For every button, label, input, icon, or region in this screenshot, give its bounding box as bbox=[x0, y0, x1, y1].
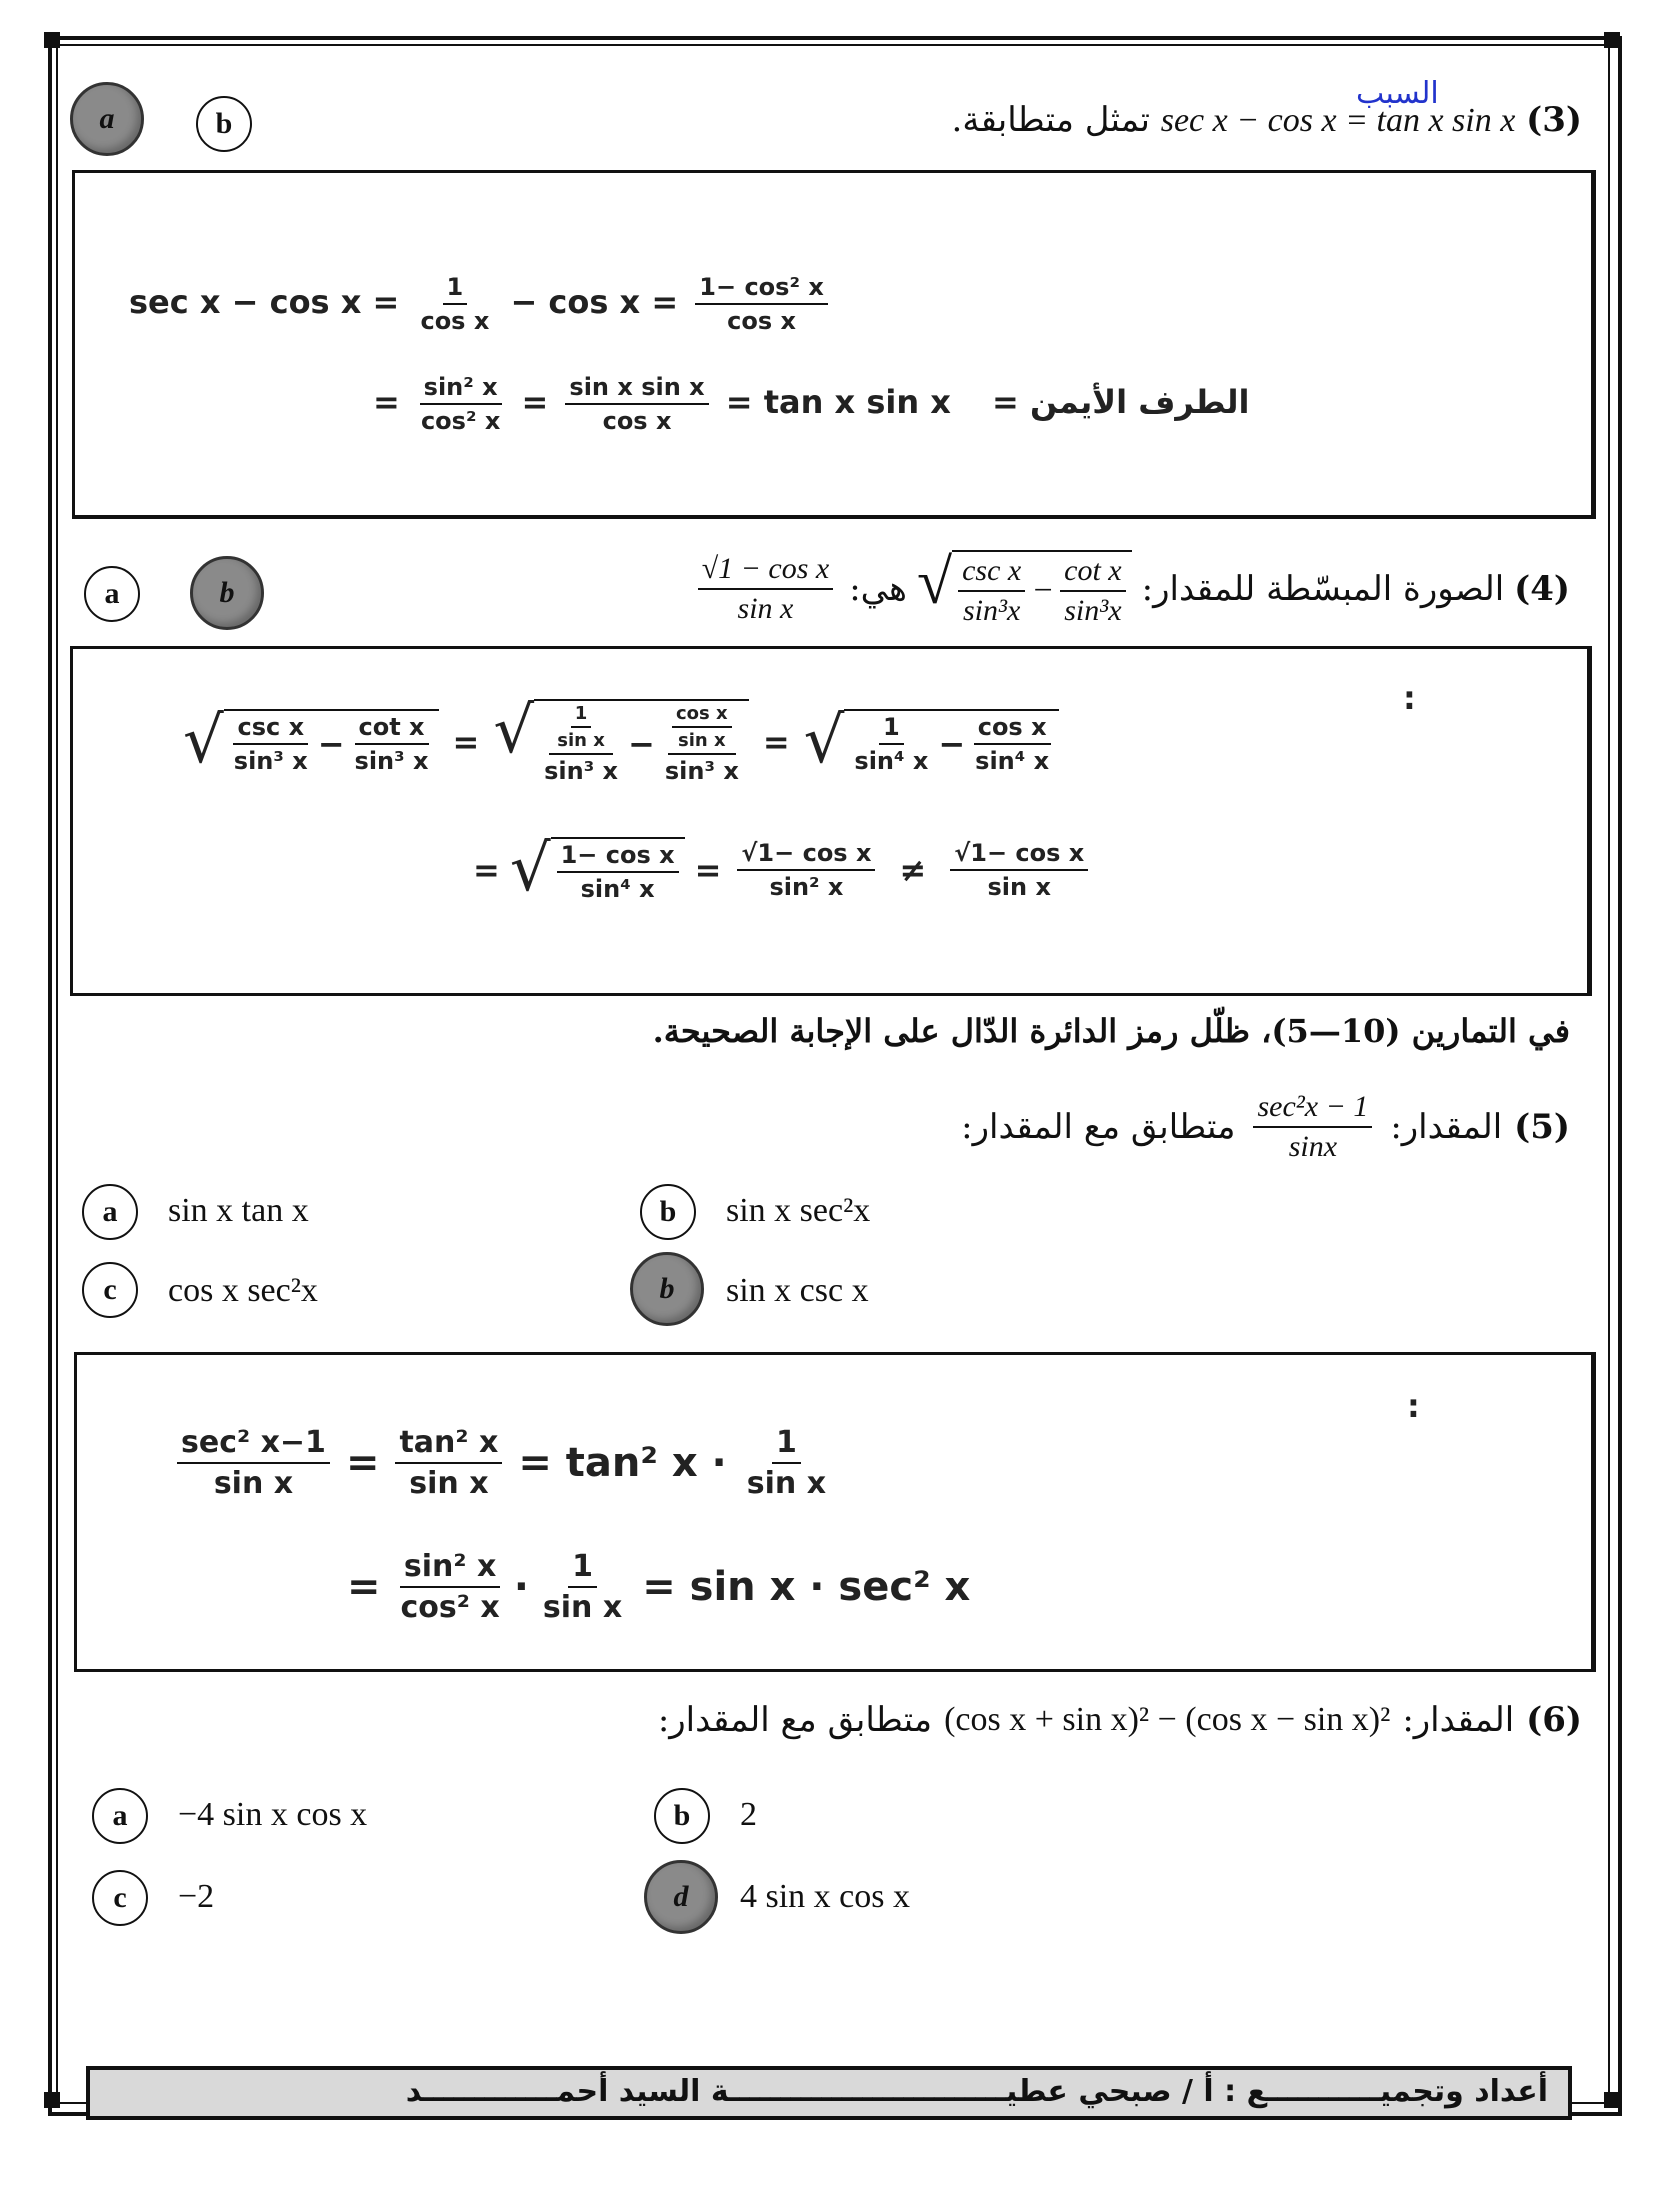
q3-solution-line1: sec x − cos x = $\frac{1}{\text{cos x}}$ − cos x = $\frac{\text{1− cos² x}}{\text{cos x}}$ bbox=[129, 273, 834, 335]
q5-number: (5) bbox=[1514, 1107, 1570, 1147]
q4-expression: √ $\frac{\text{csc x}}{\text{sin³x}}$ − $\frac{\text{cot x}}{\text{sin³x}}$ bbox=[917, 550, 1132, 628]
q5-option-a[interactable]: a bbox=[82, 1184, 138, 1240]
q4-solution-line1: √ $\frac{\text{csc x}}{\text{sin³ x}}$ − $\frac{\text{cot x}}{\text{sin³ x}}$ = √ $\frac{\frac{1}{\text{sin x}}}{\text{sin³ x}}$ − $\frac{\frac{\text{cos x}}{\text{sin x}}}{\text{sin³ x}}$ = √ $\frac{1}{\text{sin⁴ x}}$ − $\frac{\text{cos x}}{\text{sin⁴ x}}$ bbox=[183, 699, 1059, 785]
q5-expression: $\frac{\text{sec²x − 1}}{\sin x}$ bbox=[1253, 1090, 1372, 1164]
q5-option-c-text: cos x sec²x bbox=[168, 1272, 318, 1309]
q6-option-c-text: −2 bbox=[178, 1878, 215, 1915]
q5-solution-box bbox=[74, 1352, 1596, 1672]
q4-question bbox=[692, 546, 1570, 628]
q4-solution-line2: = √ $\frac{\text{1− cos x}}{\text{sin⁴ x}}$ = $\frac{\text{√1− cos x}}{\text{sin² x}}$ ≠ $\frac{\text{√1− cos x}}{\text{sin x}}$ bbox=[473, 837, 1094, 903]
q6-option-a-text: −4 sin x cos x bbox=[178, 1796, 368, 1833]
corner-ornament bbox=[1604, 2092, 1620, 2108]
corner-ornament bbox=[44, 2092, 60, 2108]
q6-tail: متطابق مع المقدار: bbox=[657, 1700, 933, 1740]
q6-option-b[interactable]: b bbox=[654, 1788, 710, 1844]
q4-solution-box bbox=[70, 646, 1592, 996]
q5-option-d-text: sin x csc x bbox=[726, 1272, 869, 1309]
q3-option-a[interactable]: a bbox=[70, 82, 144, 156]
corner-ornament bbox=[1604, 32, 1620, 48]
footer-bar bbox=[86, 2066, 1572, 2120]
q5-solution-line1: $\frac{\text{sec² x−1}}{\text{sin x}}$ = $\frac{\text{tan² x}}{\text{sin x}}$ = tan² x · $\frac{1}{\text{sin x}}$ bbox=[171, 1425, 836, 1501]
exercise-instruction: في التمارين (10—5)، ظلّل رمز الدائرة الدّال على الإجابة الصحيحة. bbox=[652, 1012, 1570, 1050]
q3-question bbox=[952, 100, 1582, 140]
q6-question bbox=[658, 1700, 1582, 1740]
q3-annotation: السبب bbox=[1356, 76, 1439, 111]
q6-number: (6) bbox=[1526, 1700, 1582, 1740]
q3-number: (3) bbox=[1526, 100, 1582, 140]
q5-option-c[interactable]: c bbox=[82, 1262, 138, 1318]
q3-statement-math: sec x − cos x = tan x sin x bbox=[1160, 102, 1516, 139]
q4-is-text: هي: bbox=[849, 569, 907, 609]
corner-ornament bbox=[44, 32, 60, 48]
q6-label: المقدار: bbox=[1402, 1700, 1515, 1740]
q6-option-b-text: 2 bbox=[740, 1796, 757, 1833]
q4-option-a[interactable]: a bbox=[84, 566, 140, 622]
q5-label: المقدار: bbox=[1390, 1107, 1503, 1147]
q4-number: (4) bbox=[1514, 569, 1570, 609]
q4-statement-text: الصورة المبسّطة للمقدار: bbox=[1141, 569, 1505, 609]
q6-option-a[interactable]: a bbox=[92, 1788, 148, 1844]
q5-question bbox=[961, 1090, 1570, 1164]
q5-solution-line2: = $\frac{\text{sin² x}}{\text{cos² x}}$ · $\frac{1}{\text{sin x}}$ = sin x · sec² x bbox=[347, 1549, 971, 1625]
q5-option-a-text: sin x tan x bbox=[168, 1192, 309, 1229]
q5-option-b[interactable]: b bbox=[640, 1184, 696, 1240]
q3-statement-text: تمثل متطابقة. bbox=[951, 100, 1150, 140]
colon-mark: : bbox=[1403, 679, 1416, 717]
q3-solution-box bbox=[72, 170, 1596, 519]
q3-solution-line2: = $\frac{\text{sin² x}}{\text{cos² x}}$ = $\frac{\text{sin x sin x}}{\text{cos x}}$ = tan x sin x الطرف الأيمن = bbox=[373, 373, 1250, 435]
q3-option-b[interactable]: b bbox=[196, 96, 252, 152]
q6-option-c[interactable]: c bbox=[92, 1870, 148, 1926]
q6-option-d[interactable]: d bbox=[644, 1860, 718, 1934]
q4-option-b[interactable]: b bbox=[190, 556, 264, 630]
q6-expression: (cos x + sin x)² − (cos x − sin x)² bbox=[944, 1701, 1391, 1738]
q4-answer-expression: $\frac{\text{√1 − cos x}}{\text{sin x}}$ bbox=[698, 552, 834, 626]
q5-tail: متطابق مع المقدار: bbox=[961, 1107, 1236, 1147]
colon-mark: : bbox=[1407, 1387, 1420, 1425]
right-side-label: الطرف الأيمن = bbox=[992, 383, 1250, 421]
q6-option-d-text: 4 sin x cos x bbox=[740, 1878, 910, 1915]
q5-option-b-text: sin x sec²x bbox=[726, 1192, 871, 1229]
author-credit: أعداد وتجميـــــــــــع : أ / صبحي عطيـــــــــــــــــــــــــــة السيد أحمـــــــــــــد bbox=[405, 2074, 1548, 2109]
q5-option-d[interactable]: b bbox=[630, 1252, 704, 1326]
